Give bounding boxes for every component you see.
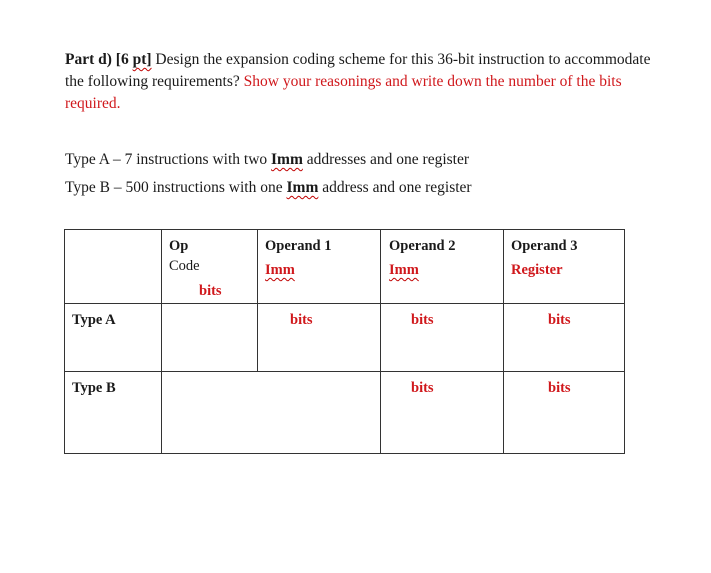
header-operand2-cell: [381, 230, 504, 304]
type-a-label: Type A: [72, 312, 116, 328]
opcode-label-line2: Code: [169, 258, 200, 274]
operand3-type: Register: [511, 262, 563, 278]
operand1-type: Imm: [265, 262, 295, 278]
type-b-label: Type B: [72, 380, 116, 396]
header-empty-cell: [65, 230, 162, 304]
type-a-operand3-cell: [504, 304, 625, 372]
type-b-operand3-cell: [504, 372, 625, 454]
table-header-row: [65, 230, 625, 304]
requirement-type-a: Type A – 7 instructions with two Imm addresses and one register: [65, 151, 470, 168]
requirement-type-b: Type B – 500 instructions with one Imm address and one register: [65, 179, 472, 196]
type-b-label-cell: [65, 372, 162, 454]
header-operand3-cell: [504, 230, 625, 304]
type-b-operand2-cell: [381, 372, 504, 454]
operand2-label: Operand 2: [389, 238, 456, 254]
type-a-operand3-bits[interactable]: bits: [548, 312, 571, 328]
type-a-operand1-bits[interactable]: bits: [290, 312, 313, 328]
opcode-label-line1: Op: [169, 238, 189, 254]
type-a-opcode-cell[interactable]: [162, 304, 258, 372]
operand3-label: Operand 3: [511, 238, 578, 254]
type-a-operand2-cell: [381, 304, 504, 372]
operand1-label: Operand 1: [265, 238, 332, 254]
type-b-operand2-bits[interactable]: bits: [411, 380, 434, 396]
type-a-operand2-bits[interactable]: bits: [411, 312, 434, 328]
type-a-operand1-cell: [258, 304, 381, 372]
opcode-bits-blank[interactable]: bits: [199, 283, 222, 299]
table-row-type-a: [65, 304, 625, 372]
type-b-operand3-bits[interactable]: bits: [548, 380, 571, 396]
question-paragraph: [65, 49, 665, 115]
operand2-type: Imm: [389, 262, 419, 278]
points-label: [6 pt]: [115, 51, 152, 68]
header-operand1-cell: [258, 230, 381, 304]
header-opcode-cell: [162, 230, 258, 304]
expansion-coding-table: [64, 229, 625, 454]
question-instruction: Show your reasonings and write down the number of the bits required.: [65, 73, 622, 112]
type-b-opcode-cell[interactable]: [162, 372, 381, 454]
table-row-type-b: [65, 372, 625, 454]
question-text: Design the expansion coding scheme for this 36-bit instruction to accommodate the following requirements?: [65, 51, 651, 90]
part-label: Part d): [65, 51, 112, 68]
type-a-label-cell: [65, 304, 162, 372]
